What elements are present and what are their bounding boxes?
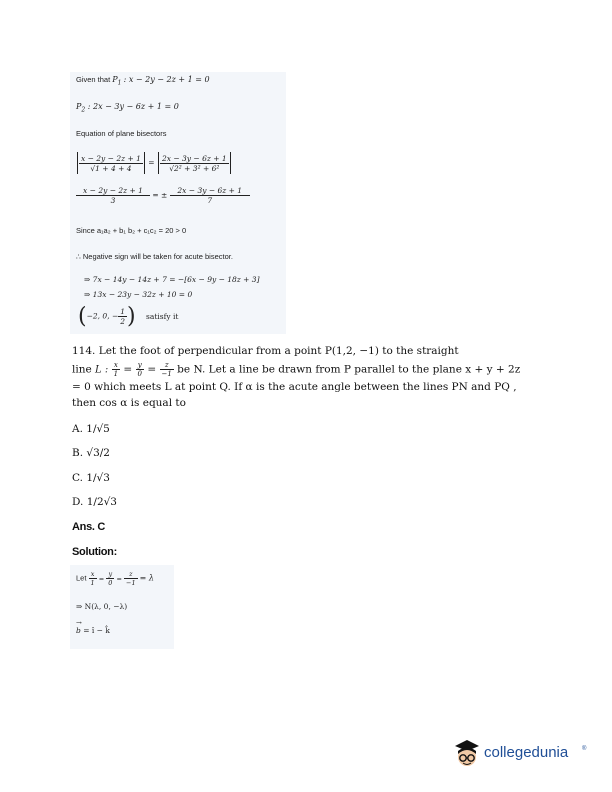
option-b: B. √3/2 <box>72 447 110 459</box>
frac-num1: x − 2y − 2z + 1 <box>76 186 150 196</box>
lambda-eq: = λ <box>139 573 154 583</box>
abs-equation <box>76 152 232 174</box>
b-vector-symbol: b <box>76 626 81 635</box>
step1-line: ⇒ 7x − 14y − 14z + 7 = −[6x − 9y − 18z + 3] <box>84 275 260 284</box>
collegedunia-logo <box>452 736 592 770</box>
solution-label: Solution: <box>72 546 117 558</box>
p2-line <box>76 102 179 114</box>
question-line4: then cos α is equal to <box>72 397 186 409</box>
pm-equation <box>76 186 250 205</box>
p2-equation: : 2x − 3y − 6z + 1 = 0 <box>87 102 179 111</box>
option-c: C. 1/√3 <box>72 472 110 484</box>
frac-num2: 2x − 3y − 6z + 1 <box>170 186 250 196</box>
abs-num1: x − 2y − 2z + 1 <box>81 153 141 163</box>
frac-den1: 3 <box>110 196 116 205</box>
let-line: Let $\frac{x}{1}$ = $\frac{y}{0}$ = $\frac{z}{-1}$ = λ <box>76 570 154 587</box>
since-line: Since a₁a₂ + b₁ b₂ + c₁c₂ = 20 > 0 <box>76 226 187 235</box>
point-den: 2 <box>120 317 126 326</box>
given-label: Given that <box>76 75 111 84</box>
question-line1: 114. Let the foot of perpendicular from a point P(1,2, −1) to the straight <box>72 345 459 357</box>
b-vector-value: = î − k̂ <box>83 626 110 635</box>
option-d: D. 1/2√3 <box>72 496 117 508</box>
plus-minus: = ± <box>152 190 168 200</box>
abs-den2: √2² + 3² + 6² <box>169 163 220 173</box>
line-word: line <box>72 363 92 376</box>
point-line: (−2, 0, − $\frac{1}{2}$ ) satisfy it <box>78 304 179 329</box>
p1-name: $P_1$ <box>112 75 122 87</box>
abs-num2: 2x − 3y − 6z + 1 <box>161 153 227 163</box>
frac-den2: 7 <box>207 196 213 205</box>
b-vector-line: → b = î − k̂ <box>76 619 110 635</box>
n-point-line: ⇒ N(λ, 0, −λ) <box>76 602 128 611</box>
brand-registered-mark: ® <box>582 746 587 752</box>
abs-den1: √1 + 4 + 4 <box>90 163 132 173</box>
line-L: L : <box>95 364 109 376</box>
p1-equation: : x − 2y − 2z + 1 = 0 <box>123 75 210 84</box>
mascot-icon <box>452 736 482 770</box>
brand-name: collegedunia <box>484 744 569 761</box>
answer: Ans. C <box>72 521 106 533</box>
given-line <box>76 75 210 87</box>
p2-name: $P_2$ <box>76 102 86 114</box>
abs-equals: = <box>148 158 155 167</box>
step2-line: ⇒ 13x − 23y − 32z + 10 = 0 <box>84 290 193 299</box>
option-a: A. 1/√5 <box>72 423 110 435</box>
question-line2: line L : $\frac{x}{1}$ = $\frac{y}{0}$ = $\frac{z}{-1}$ be N. Let a line be drawn from P parallel to the plane x + y + 2z <box>72 361 521 378</box>
point-prefix: −2, 0, − <box>86 311 119 321</box>
satisfy-text: satisfy it <box>146 311 179 321</box>
negative-line: ∴ Negative sign will be taken for acute bisector. <box>76 252 233 261</box>
question-line2-rest: be N. Let a line be drawn from P parallel to the plane x + y + 2z <box>177 363 521 376</box>
let-word: Let <box>76 573 87 583</box>
bisector-title: Equation of plane bisectors <box>76 129 167 138</box>
question-line3: = 0 which meets L at point Q. If α is the acute angle between the lines PN and PQ , <box>72 381 517 393</box>
point-num: 1 <box>120 307 126 316</box>
